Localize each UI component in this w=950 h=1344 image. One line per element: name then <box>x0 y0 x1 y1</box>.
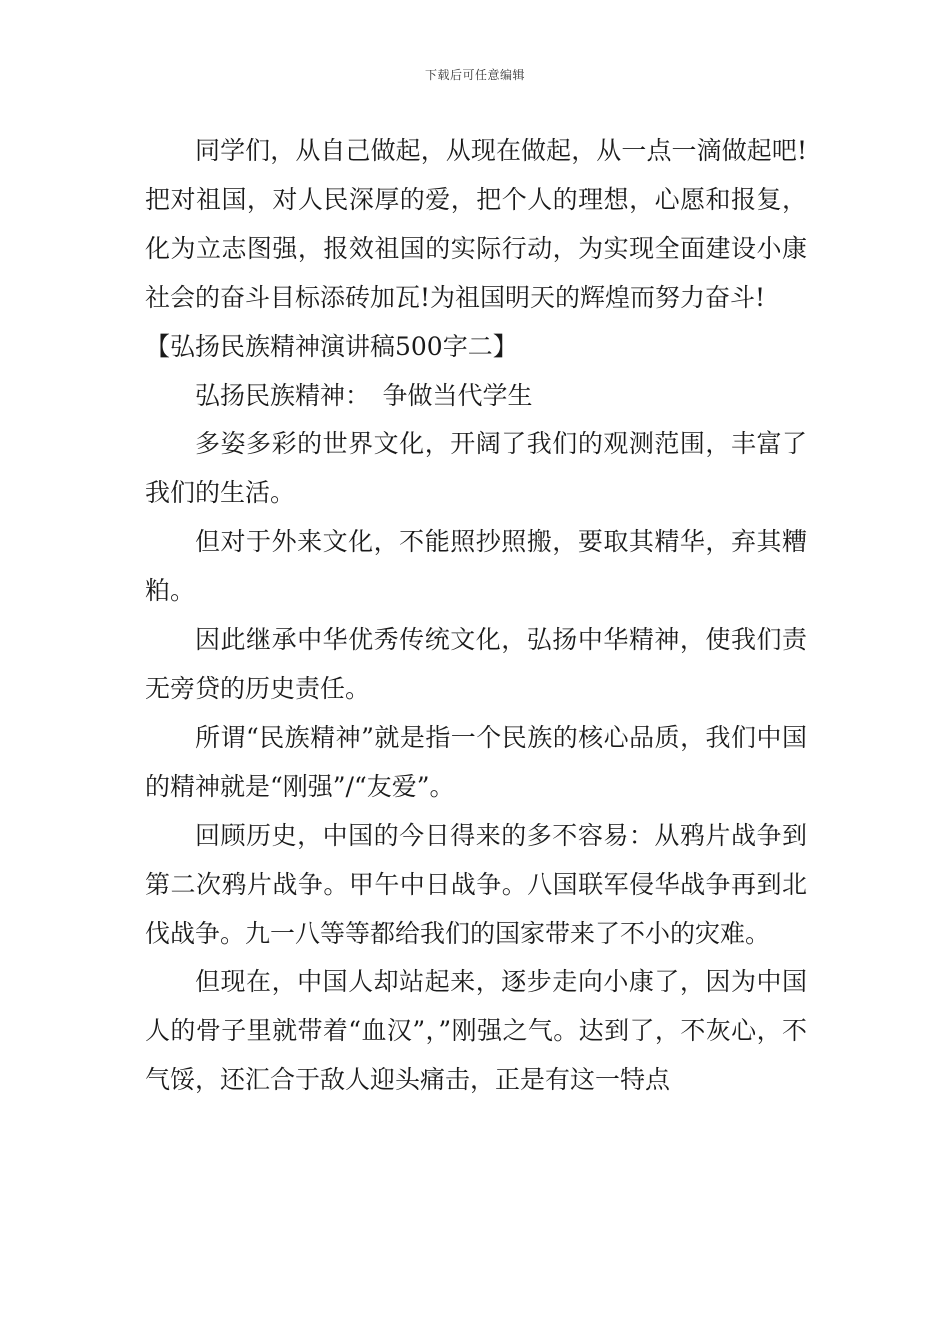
header-note: 下载后可任意编辑 <box>424 68 525 82</box>
paragraph-closing-call: 同学们，从自己做起，从现在做起，从一点一滴做起吧!把对祖国，对人民深厚的爱，把个人的理想，心愿和报复，化为立志图强，报效祖国的实际行动，为实现全面建设小康社会的奋斗目标添砖加瓦!为祖国明天的辉煌而努力奋斗! <box>145 136 807 312</box>
document-body <box>145 127 807 1105</box>
paragraph-national-spirit: 所谓“民族精神”就是指一个民族的核心品质，我们中国的精神就是“刚强”/“友爱”。 <box>145 722 807 801</box>
speech-subtitle: 弘扬民族精神： 争做当代学生 <box>195 380 533 410</box>
paragraph-foreign-culture: 但对于外来文化，不能照抄照搬，要取其精华，弃其糟粕。 <box>145 527 807 606</box>
paragraph-inherit-tradition: 因此继承中华优秀传统文化，弘扬中华精神，使我们责无旁贷的历史责任。 <box>145 625 807 703</box>
paragraph-present: 但现在，中国人却站起来，逐步走向小康了，因为中国人的骨子里就带着“血汉”，”刚强之气。达到了，不灰心，不气馁，还汇合于敌人迎头痛击，正是有这一特点 <box>145 967 807 1095</box>
paragraph-history: 回顾历史，中国的今日得来的多不容易：从鸦片战争到第二次鸦片战争。甲午中日战争。八国联军侵华战争再到北伐战争。九一八等等都给我们的国家带来了不小的灾难。 <box>145 820 807 948</box>
paragraph-world-culture: 多姿多彩的世界文化，开阔了我们的观测范围，丰富了我们的生活。 <box>145 429 807 508</box>
section-heading: 【弘扬民族精神演讲稿500字二】 <box>145 331 518 361</box>
